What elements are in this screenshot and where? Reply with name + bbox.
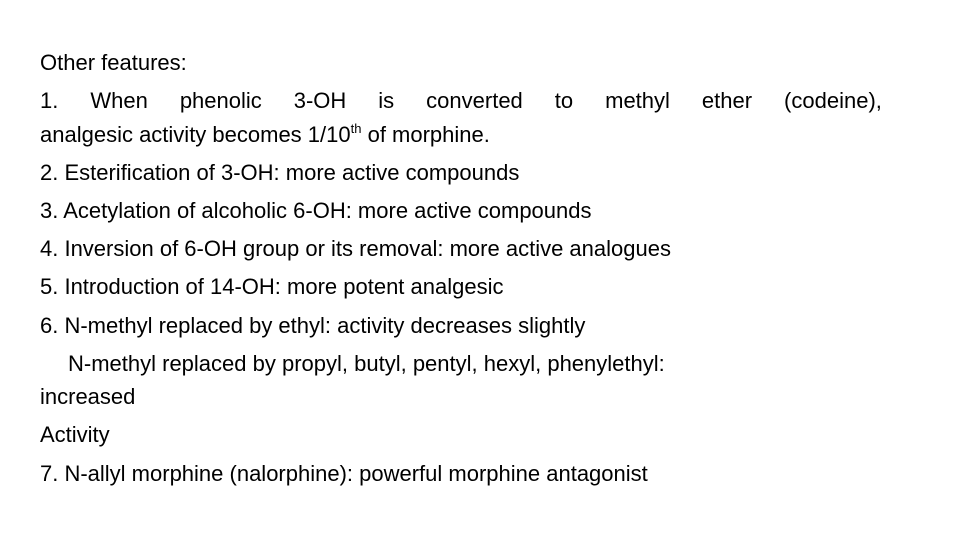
item-1-word: When xyxy=(90,88,148,114)
item-6b-line-3: Activity xyxy=(40,422,110,448)
item-3: 3. Acetylation of alcoholic 6-OH: more active compounds xyxy=(40,197,592,223)
item-4: 4. Inversion of 6-OH group or its removal: more active analogues xyxy=(40,236,671,262)
item-1-word: to xyxy=(554,88,574,114)
item-7: 7. N-allyl morphine (nalorphine): powerful morphine antagonist xyxy=(40,460,648,486)
item-2: 2. Esterification of 3-OH: more active compounds xyxy=(40,159,520,185)
slide-body xyxy=(40,44,882,493)
item-1-line-1 xyxy=(40,82,882,120)
item-6b-line-1: N-methyl replaced by propyl, butyl, pentyl, hexyl, phenylethyl: xyxy=(68,351,665,377)
item-1-word: (codeine), xyxy=(784,88,882,114)
item-1-line-2 xyxy=(40,121,882,149)
heading: Other features: xyxy=(40,50,187,75)
item-5: 5. Introduction of 14-OH: more potent analgesic xyxy=(40,274,504,300)
item-1-text: analgesic activity becomes 1/10 xyxy=(40,121,351,147)
item-6b-line-2: increased xyxy=(40,384,136,410)
item-1-word: 3-OH xyxy=(293,88,347,114)
item-1-word: ether xyxy=(701,88,753,114)
item-1-text-end: of morphine. xyxy=(361,121,490,147)
item-1-superscript: th xyxy=(350,120,362,136)
item-1-word: 1. xyxy=(40,88,59,114)
item-1-word: phenolic xyxy=(179,88,262,114)
item-1-word: converted xyxy=(426,88,523,114)
item-1-word: methyl xyxy=(605,88,670,114)
item-1-word: is xyxy=(378,88,395,114)
item-6: 6. N-methyl replaced by ethyl: activity decreases slightly xyxy=(40,312,586,338)
